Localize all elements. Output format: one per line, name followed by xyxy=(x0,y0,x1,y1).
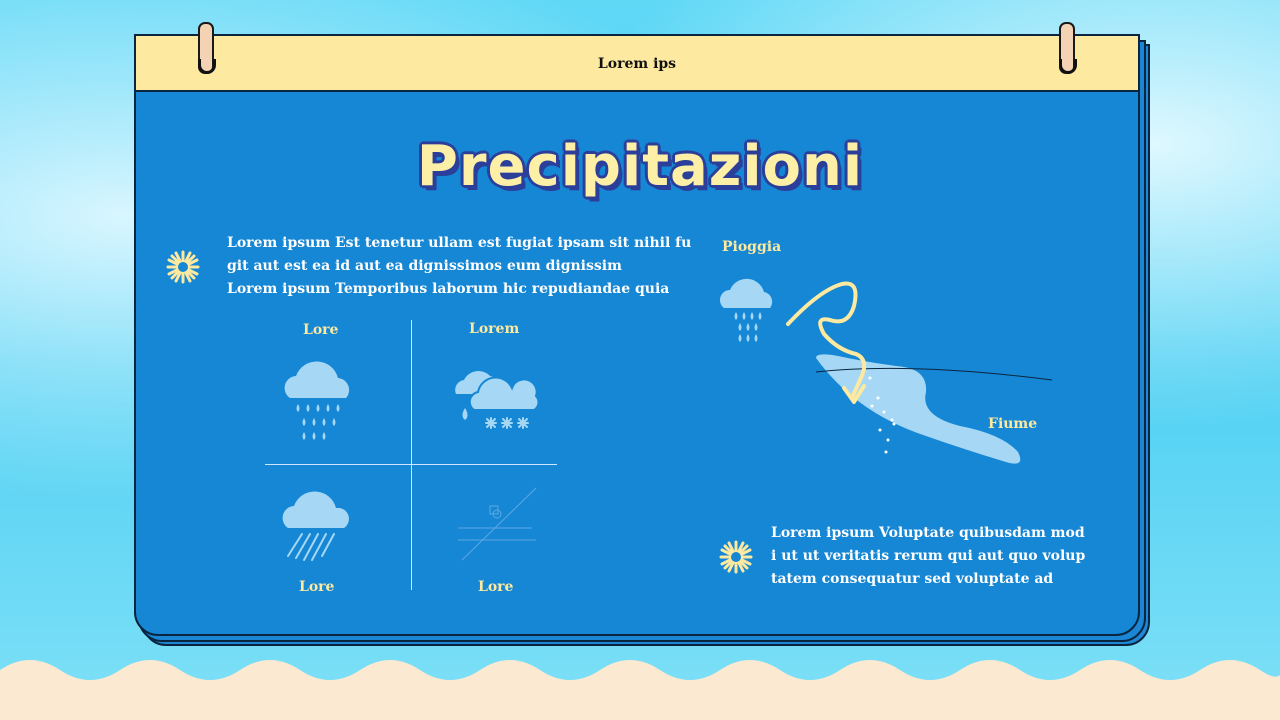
sun-icon xyxy=(166,250,200,284)
grid-divider-horizontal xyxy=(265,464,557,465)
grid-label-bottom-right: Lore xyxy=(478,579,514,595)
header-title: Lorem ips xyxy=(597,56,677,72)
broken-image-icon xyxy=(452,484,542,564)
bottom-line: tatem consequatur sed voluptate ad xyxy=(771,571,1054,587)
grid-label-bottom-left: Lore xyxy=(299,579,335,595)
heavy-rain-cloud-icon xyxy=(276,352,362,448)
rain-to-river-diagram xyxy=(780,280,1070,490)
sand-waves xyxy=(0,650,1280,720)
river-label: Fiume xyxy=(988,416,1038,432)
river-shape xyxy=(816,354,1020,463)
sleet-cloud-icon xyxy=(450,366,540,436)
rain-cloud-icon xyxy=(716,272,784,344)
page-title: Precipitazioni xyxy=(416,134,864,199)
intro-text xyxy=(227,232,691,301)
bottom-line: i ut ut veritatis rerum qui aut quo volup xyxy=(771,548,1086,564)
bottom-text xyxy=(771,522,1085,591)
binder-clip-left xyxy=(198,22,214,74)
grid-divider-vertical xyxy=(411,320,412,590)
grid-label-top-right: Lorem xyxy=(469,321,520,337)
bottom-line: Lorem ipsum Voluptate quibusdam mod xyxy=(771,525,1085,541)
rain-label: Pioggia xyxy=(722,239,782,255)
grid-label-top-left: Lore xyxy=(303,322,339,338)
sun-icon xyxy=(719,540,753,574)
intro-line: git aut est ea id aut ea dignissimos eum dignissim xyxy=(227,258,622,274)
board-header xyxy=(136,36,1138,92)
intro-line: Lorem ipsum Temporibus laborum hic repudiandae quia xyxy=(227,281,670,297)
intro-line: Lorem ipsum Est tenetur ullam est fugiat ipsam sit nihil fu xyxy=(227,235,692,251)
binder-clip-right xyxy=(1059,22,1075,74)
drizzle-cloud-icon xyxy=(276,484,360,566)
